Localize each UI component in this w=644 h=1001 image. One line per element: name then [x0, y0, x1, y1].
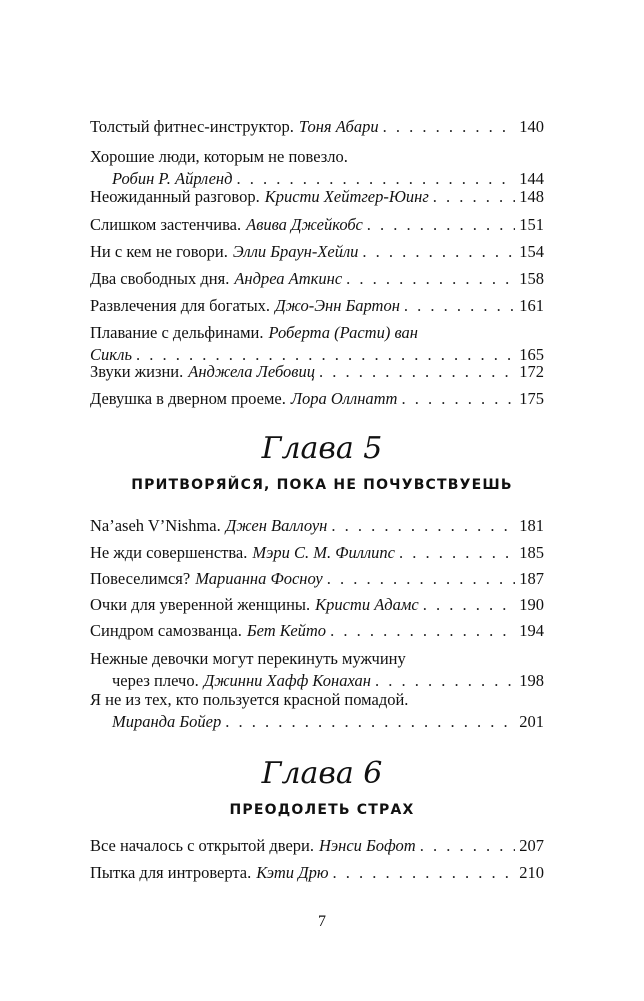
entry-title: Ни с кем не говори.: [90, 242, 228, 261]
entry-title: Синдром самозванца.: [90, 621, 242, 640]
leader-dots: [367, 214, 515, 236]
entry-author: Анджела Лебовиц: [188, 362, 315, 381]
entry-author: Роберта (Расти) ван: [268, 323, 418, 342]
leader-dots: [225, 711, 515, 733]
entry-author: Бет Кейто: [246, 621, 327, 640]
entry-title: Очки для уверенной женщины.: [90, 595, 311, 614]
entry-title: Я не из тех, кто пользуется красной помадой.: [90, 690, 409, 709]
entry-page: 210: [519, 863, 544, 882]
entry-title: Повеселимся?: [90, 569, 191, 588]
entry-page: 207: [519, 836, 544, 855]
toc-entry: [90, 295, 544, 317]
toc-entry: [90, 361, 544, 383]
entry-page: 185: [519, 543, 544, 562]
entry-author: Элли Браун-Хейли: [232, 242, 359, 261]
entry-page: 151: [519, 215, 544, 234]
entry-title-continued: через плечо.: [112, 671, 199, 690]
entry-title: Все началось с открытой двери.: [90, 836, 314, 855]
toc-entry: [90, 388, 544, 410]
leader-dots: [420, 835, 516, 857]
entry-title: Девушка в дверном проеме.: [90, 389, 286, 408]
entry-page: 148: [519, 187, 544, 206]
toc-entry: [90, 322, 544, 366]
entry-author: Мэри С. М. Филлипс: [252, 543, 396, 562]
leader-dots: [330, 620, 515, 642]
chapter-subtitle: ПРЕОДОЛЕТЬ СТРАХ: [229, 802, 415, 818]
entry-title: Толстый фитнес-инструктор.: [90, 117, 294, 136]
toc-entry: [90, 594, 544, 616]
toc-entry: [90, 620, 544, 642]
toc-entry: [90, 186, 544, 208]
entry-author: Миранда Бойер: [112, 712, 222, 731]
entry-author: Джен Валлоун: [225, 516, 328, 535]
toc-entry: [90, 689, 544, 733]
leader-dots: [346, 268, 515, 290]
entry-title: Нежные девочки могут перекинуть мужчину: [90, 649, 406, 668]
leader-dots: [362, 241, 515, 263]
entry-author-continued: Сикль: [90, 345, 133, 364]
entry-title: Na’aseh V’Nishma.: [90, 516, 221, 535]
entry-title: Пытка для интроверта.: [90, 863, 252, 882]
leader-dots: [319, 361, 515, 383]
entry-page: 140: [519, 117, 544, 136]
entry-page: 172: [519, 362, 544, 381]
entry-page: 175: [519, 389, 544, 408]
chapter-subtitle: ПРИТВОРЯЙСЯ, ПОКА НЕ ПОЧУВСТВУЕШЬ: [131, 477, 513, 493]
leader-dots: [331, 515, 515, 537]
entry-page: 144: [519, 169, 544, 188]
chapter-heading: Глава 5: [261, 431, 383, 466]
entry-author: Марианна Фосноу: [195, 569, 323, 588]
entry-page: 158: [519, 269, 544, 288]
entry-page: 201: [519, 712, 544, 731]
entry-page: 194: [519, 621, 544, 640]
leader-dots: [383, 116, 516, 138]
entry-author: Кристи Хейтгер-Юинг: [264, 187, 429, 206]
entry-title: Неожиданный разговор.: [90, 187, 260, 206]
entry-page: 187: [519, 569, 544, 588]
entry-title: Не жди совершенства.: [90, 543, 248, 562]
entry-page: 190: [519, 595, 544, 614]
toc-entry: [90, 241, 544, 263]
toc-entry: [90, 862, 544, 884]
toc-entry: [90, 116, 544, 138]
entry-author: Нэнси Бофот: [318, 836, 416, 855]
chapter-heading: Глава 6: [261, 756, 383, 791]
toc-entry: [90, 542, 544, 564]
toc-entry: [90, 515, 544, 537]
entry-title: Звуки жизни.: [90, 362, 184, 381]
toc-entry: [90, 568, 544, 590]
entry-author: Авива Джейкобс: [246, 215, 363, 234]
toc-entry: [90, 268, 544, 290]
entry-author: Джо-Энн Бартон: [275, 296, 400, 315]
entry-author: Андреа Аткинс: [234, 269, 343, 288]
entry-author: Тоня Абари: [298, 117, 379, 136]
entry-page: 165: [519, 345, 544, 364]
entry-author: Лора Оллнатт: [290, 389, 398, 408]
entry-page: 198: [519, 671, 544, 690]
entry-page: 181: [519, 516, 544, 535]
leader-dots: [333, 862, 516, 884]
page-number: 7: [318, 913, 326, 930]
toc-entry: [90, 214, 544, 236]
entry-title: Два свободных дня.: [90, 269, 230, 288]
leader-dots: [401, 388, 515, 410]
leader-dots: [433, 186, 515, 208]
leader-dots: [404, 295, 515, 317]
leader-dots: [399, 542, 515, 564]
entry-author: Робин Р. Айрленд: [112, 169, 233, 188]
entry-page: 154: [519, 242, 544, 261]
toc-entry: [90, 648, 544, 692]
entry-page: 161: [519, 296, 544, 315]
leader-dots: [327, 568, 516, 590]
toc-entry: [90, 146, 544, 190]
entry-author: Джинни Хафф Конахан: [203, 671, 371, 690]
toc-entry: [90, 835, 544, 857]
entry-title: Слишком застенчива.: [90, 215, 242, 234]
entry-author: Кристи Адамс: [315, 595, 419, 614]
leader-dots: [423, 594, 515, 616]
entry-title: Плавание с дельфинами.: [90, 323, 264, 342]
entry-title: Развлечения для богатых.: [90, 296, 271, 315]
entry-title: Хорошие люди, которым не повезло.: [90, 147, 348, 166]
entry-author: Кэти Дрю: [256, 863, 329, 882]
